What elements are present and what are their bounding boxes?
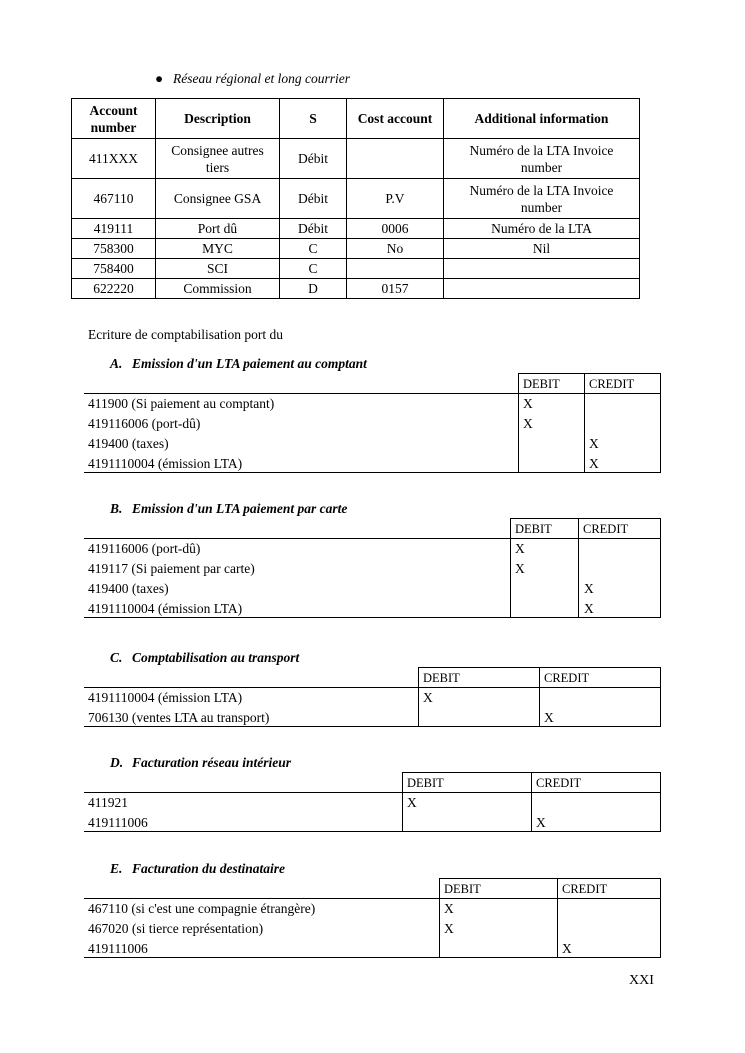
table-cell: Débit (280, 219, 347, 239)
accounts-table (71, 98, 640, 299)
bullet-text: Réseau régional et long courrier (173, 71, 350, 86)
page-number: XXI (629, 973, 654, 988)
bullet-heading (155, 71, 350, 87)
debit-header: DEBIT (510, 518, 579, 538)
table-cell: MYC (156, 239, 280, 259)
debit-header: DEBIT (418, 667, 540, 687)
table-cell (444, 279, 640, 299)
table-cell: Débit (280, 179, 347, 219)
journal-row: 419117 (Si paiement par carte) X (88, 561, 525, 576)
section-c-title: C. Comptabilisation au transport (110, 650, 300, 665)
table-cell: D (280, 279, 347, 299)
journal-row: 419400 (taxes) X (88, 581, 594, 596)
journal-row: 411900 (Si paiement au comptant) X (88, 396, 533, 411)
table-row (72, 139, 640, 179)
journal-row: 419111006 X (88, 815, 546, 830)
table-cell: 622220 (72, 279, 156, 299)
debit-header: DEBIT (518, 373, 585, 393)
table-cell: 0157 (347, 279, 444, 299)
journal-row: 467110 (si c'est une compagnie étrangère) X (88, 901, 454, 916)
journal-row: 411921 X (88, 795, 417, 810)
table-cell: 0006 (347, 219, 444, 239)
table-row (72, 279, 640, 299)
header-cost-account: Cost account (347, 99, 444, 139)
table-cell: Nil (444, 239, 640, 259)
table-cell: 758300 (72, 239, 156, 259)
table-cell: SCI (156, 259, 280, 279)
journal-row: 419400 (taxes) X (88, 436, 599, 451)
table-cell: 758400 (72, 259, 156, 279)
debit-header: DEBIT (439, 878, 558, 898)
table-cell: Numéro de la LTA Invoice number (444, 139, 640, 179)
section-b-title: B. Emission d'un LTA paiement par carte (110, 501, 348, 516)
table-row (72, 259, 640, 279)
credit-header: CREDIT (557, 878, 661, 898)
header-additional-information: Additional information (444, 99, 640, 139)
table-cell: P.V (347, 179, 444, 219)
journal-row: 419116006 (port-dû) X (88, 416, 533, 431)
table-cell: Numéro de la LTA Invoice number (444, 179, 640, 219)
table-cell: Consignee autres tiers (156, 139, 280, 179)
table-cell: Commission (156, 279, 280, 299)
table-row (72, 239, 640, 259)
table-row (72, 219, 640, 239)
header-description: Description (156, 99, 280, 139)
journal-row: 706130 (ventes LTA au transport) X (88, 710, 554, 725)
header-account-number: Account number (72, 99, 156, 139)
journal-row: 467020 (si tierce représentation) X (88, 921, 454, 936)
table-cell: Port dû (156, 219, 280, 239)
credit-header: CREDIT (584, 373, 661, 393)
section-d-title: D. Facturation réseau intérieur (110, 755, 292, 770)
table-header-row (72, 99, 640, 139)
credit-header: CREDIT (539, 667, 661, 687)
table-cell: No (347, 239, 444, 259)
journal-row: 419116006 (port-dû) X (88, 541, 525, 556)
header-s: S (280, 99, 347, 139)
table-cell: Numéro de la LTA (444, 219, 640, 239)
credit-header: CREDIT (578, 518, 661, 538)
table-cell: 467110 (72, 179, 156, 219)
journal-row: 4191110004 (émission LTA) X (88, 601, 594, 616)
table-cell (347, 139, 444, 179)
bullet-icon: ● (155, 71, 164, 86)
table-cell: C (280, 259, 347, 279)
table-cell: 419111 (72, 219, 156, 239)
section-e-title: E. Facturation du destinataire (110, 861, 286, 876)
table-cell (444, 259, 640, 279)
table-cell: Débit (280, 139, 347, 179)
journal-row: 4191110004 (émission LTA) X (88, 690, 433, 705)
table-cell: C (280, 239, 347, 259)
section-a-title: A. Emission d'un LTA paiement au comptant (110, 356, 367, 371)
table-cell: 411XXX (72, 139, 156, 179)
table-cell: Consignee GSA (156, 179, 280, 219)
debit-header: DEBIT (402, 772, 532, 792)
journal-row: 4191110004 (émission LTA) X (88, 456, 599, 471)
journal-row: 419111006 X (88, 941, 572, 956)
credit-header: CREDIT (531, 772, 661, 792)
table-cell (347, 259, 444, 279)
table-row (72, 179, 640, 219)
intro-text: Ecriture de comptabilisation port du (88, 327, 283, 342)
